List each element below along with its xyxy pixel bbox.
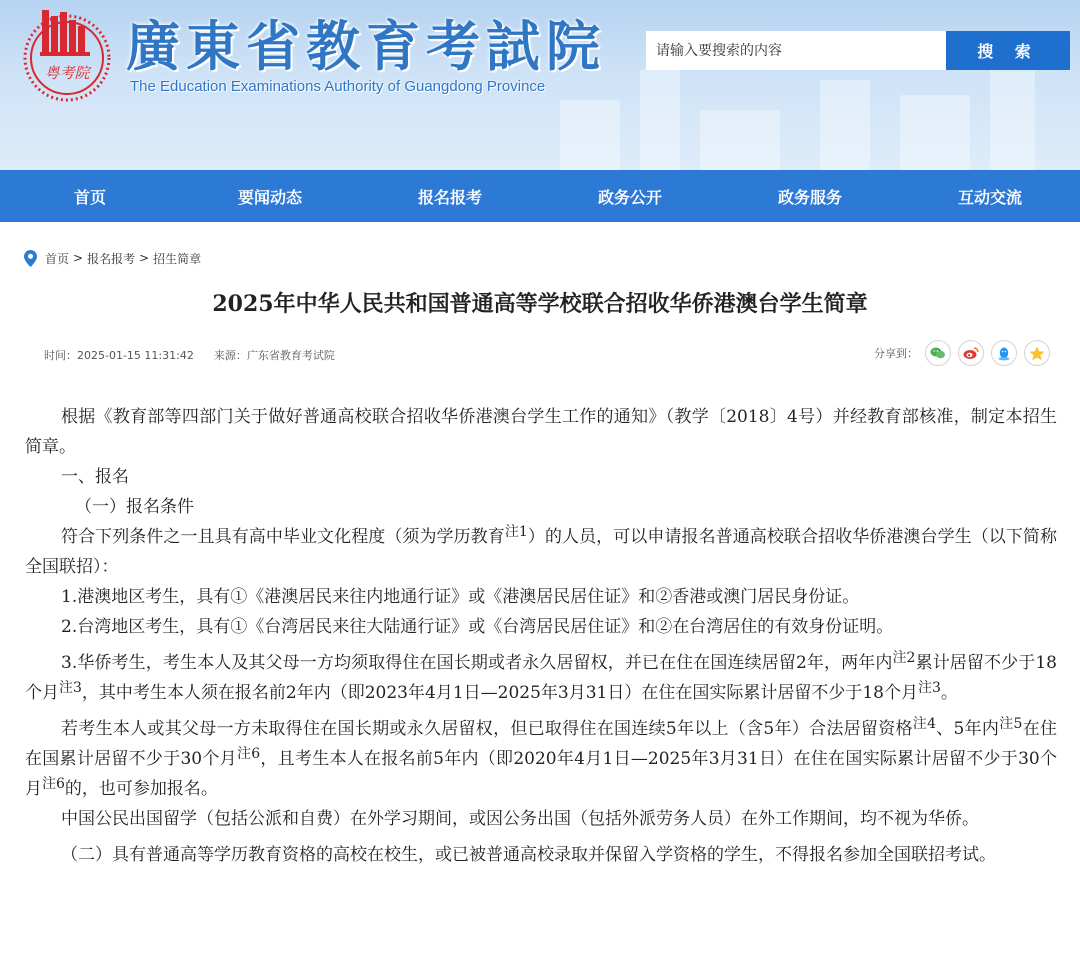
bg-building bbox=[560, 100, 620, 170]
breadcrumb bbox=[24, 248, 201, 268]
nav-item-home[interactable]: 首页 bbox=[73, 187, 106, 207]
svg-text:粤考院: 粤考院 bbox=[44, 64, 90, 82]
breadcrumb-home[interactable]: 首页 bbox=[45, 251, 70, 266]
share-weibo-button[interactable] bbox=[958, 340, 984, 366]
emblem-logo-icon[interactable] bbox=[20, 8, 115, 103]
paragraph-exclusion: 中国公民出国留学（包括公派和自费）在外学习期间，或因公务出国（包括外派劳务人员）在外工作期间，均不视为华侨。 bbox=[61, 809, 979, 829]
nav-item-interaction[interactable]: 互动交流 bbox=[957, 187, 1022, 207]
footnote-ref[interactable]: 注6 bbox=[236, 746, 261, 762]
paragraph-intro: 根据《教育部等四部门关于做好普通高校联合招收华侨港澳台学生工作的通知》（教学〔2018〕4号）并经教育部核准，制定本招生简章。 bbox=[25, 407, 1057, 457]
breadcrumb-separator: > bbox=[139, 251, 150, 265]
list-item-hk-macao: 1.港澳地区考生，具有①《港澳居民来往内地通行证》或《港澳居民居住证》和②香港或澳门居民身份证。 bbox=[61, 587, 860, 607]
paragraph-section-2: （二）具有普通高等学历教育资格的高校在校生，或已被普通高校录取并保留入学资格的学生，不得报名参加全国联招考试。 bbox=[61, 845, 996, 865]
breadcrumb-brochure[interactable]: 招生简章 bbox=[153, 251, 202, 266]
qzone-star-icon bbox=[1029, 346, 1045, 361]
breadcrumb-separator: > bbox=[73, 251, 84, 265]
paragraph-conditions: 符合下列条件之一且具有高中毕业文化程度（须为学历教育$^{注1}$）的人员，可以申请报名普通高校联合招收华侨港澳台学生（以下简称全国联招）： bbox=[25, 524, 1057, 577]
share-wechat-button[interactable] bbox=[925, 340, 951, 366]
main-nav bbox=[0, 170, 1080, 222]
article-source: 来源：广东省教育考试院 bbox=[213, 349, 335, 362]
article-meta bbox=[44, 347, 335, 363]
share-qzone-button[interactable] bbox=[1024, 340, 1050, 366]
heading-section-1: 一、报名 bbox=[61, 467, 129, 487]
footnote-ref[interactable]: 注1 bbox=[504, 524, 528, 540]
nav-item-news[interactable]: 要闻动态 bbox=[237, 187, 302, 207]
share-bar bbox=[874, 340, 1050, 366]
bg-building bbox=[990, 60, 1035, 170]
search-button[interactable]: 搜 索 bbox=[946, 31, 1070, 70]
footnote-ref[interactable]: 注3 bbox=[59, 680, 82, 696]
footnote-ref[interactable]: 注5 bbox=[999, 716, 1023, 732]
list-item-taiwan: 2.台湾地区考生，具有①《台湾居民来往大陆通行证》或《台湾居民居住证》和②在台湾居住的有效身份证明。 bbox=[61, 617, 894, 637]
wechat-icon bbox=[930, 346, 946, 360]
search-input[interactable] bbox=[646, 31, 946, 70]
site-subtitle: The Education Examinations Authority of Guangdong Province bbox=[130, 78, 546, 95]
footnote-ref[interactable]: 注2 bbox=[892, 650, 916, 666]
publish-time: 时间：2025-01-15 11:31:42 bbox=[44, 349, 194, 362]
qq-icon bbox=[997, 346, 1011, 361]
nav-item-government-affairs[interactable]: 政务公开 bbox=[597, 187, 662, 207]
list-item-overseas-chinese: 3.华侨考生，考生本人及其父母一方均须取得住在国长期或者永久居留权，并已在住在国连续居留2年，两年内$^{注2}$累计居留不少于18个月$^{注3}$，其中考生本人须在报名前2年内（即2023年4月1日—2025年3月31日）在住在国实际累计居留不少于18个月$^{注3}$。 bbox=[25, 650, 1057, 703]
heading-subsection-1: （一）报名条件 bbox=[75, 497, 194, 517]
footnote-ref[interactable]: 注6 bbox=[42, 776, 65, 792]
bg-building bbox=[700, 110, 780, 170]
site-header bbox=[0, 0, 1080, 170]
bg-building bbox=[900, 95, 970, 170]
location-pin-icon bbox=[24, 250, 37, 267]
weibo-icon bbox=[963, 346, 979, 360]
nav-item-registration[interactable]: 报名报考 bbox=[417, 187, 482, 207]
share-label: 分享到： bbox=[874, 347, 918, 360]
footnote-ref[interactable]: 注3 bbox=[917, 680, 941, 696]
site-title[interactable]: 廣東省教育考試院 bbox=[126, 14, 606, 78]
bg-building bbox=[820, 80, 870, 170]
share-qq-button[interactable] bbox=[991, 340, 1017, 366]
breadcrumb-registration[interactable]: 报名报考 bbox=[87, 251, 136, 266]
bg-building bbox=[640, 70, 680, 170]
article-title: 2025年中华人民共和国普通高等学校联合招收华侨港澳台学生简章 bbox=[212, 291, 868, 317]
article-body bbox=[25, 402, 1057, 870]
footnote-ref[interactable]: 注4 bbox=[912, 716, 936, 732]
nav-item-government-services[interactable]: 政务服务 bbox=[777, 187, 842, 207]
paragraph-residency: 若考生本人或其父母一方未取得住在国长期或永久居留权，但已取得住在国连续5年以上（含5年）合法居留资格$^{注4}$、5年内$^{注5}$在住在国累计居留不少于30个月$^{注6}$，且考生本人在报名前5年内（即2020年4月1日—2025年3月31日）在住在国实际累计居留不少于30个月$^{注6}$的，也可参加报名。 bbox=[25, 716, 1057, 799]
